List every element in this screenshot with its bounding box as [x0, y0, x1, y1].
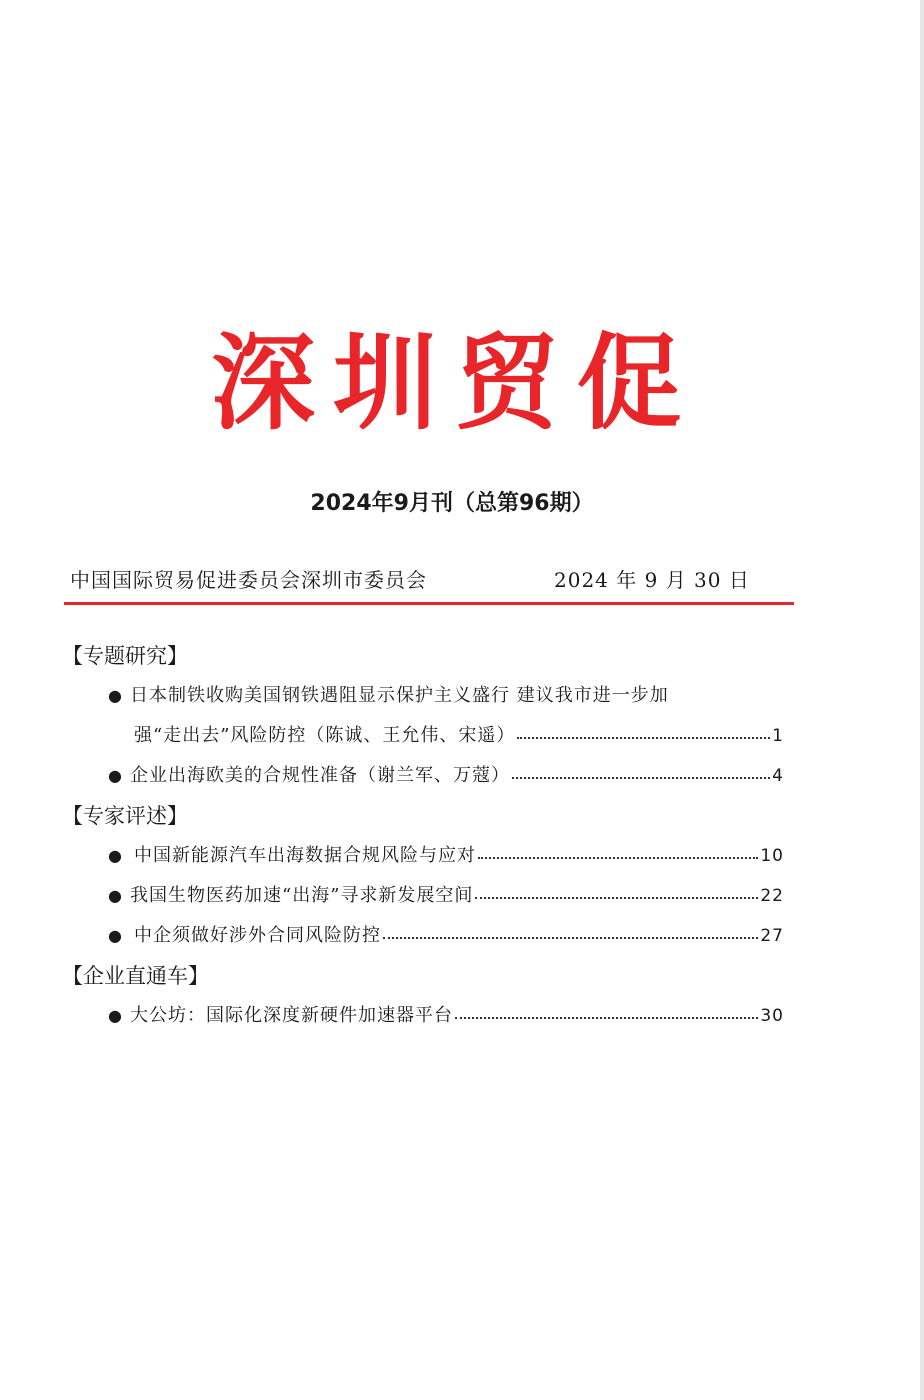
toc-page-number: 30 [760, 1006, 784, 1026]
toc-page-number: 4 [772, 766, 784, 786]
toc-entry-title: 中国新能源汽车出海数据合规风险与应对 [134, 845, 476, 866]
publisher-row [70, 562, 790, 598]
section-heading-enterprise-express: 【企业直通车】 [62, 964, 209, 988]
toc-entry-continuation[interactable] [64, 716, 784, 756]
issue-line: 2024年9月刊（总第96期） [310, 491, 594, 516]
bullet-icon: ● [108, 766, 123, 785]
masthead-title: 深圳贸促 [210, 322, 699, 444]
toc-entry[interactable] [64, 756, 784, 796]
dot-leader [517, 715, 770, 739]
table-of-contents [64, 636, 804, 1036]
bullet-icon: ● [108, 886, 123, 905]
publisher-name: 中国国际贸易促进委员会深圳市委员会 [70, 568, 427, 592]
dot-leader [475, 875, 758, 899]
dot-leader [478, 835, 758, 859]
toc-entry[interactable] [64, 676, 802, 716]
bullet-icon: ● [108, 926, 123, 945]
red-divider [64, 602, 794, 605]
bullet-icon: ● [108, 846, 123, 865]
toc-entry[interactable] [64, 836, 784, 876]
toc-entry[interactable] [64, 996, 784, 1036]
section-heading-expert-review: 【专家评述】 [62, 804, 188, 828]
toc-entry-title: 企业出海欧美的合规性准备（谢兰军、万蔻） [130, 765, 510, 786]
toc-page-number: 10 [760, 846, 784, 866]
toc-entry-title: 强“走出去”风险防控（陈诚、王允伟、宋遥） [134, 725, 516, 746]
toc-entry[interactable] [64, 916, 784, 956]
toc-page-number: 27 [760, 926, 784, 946]
toc-page-number: 1 [772, 726, 784, 746]
toc-entry[interactable] [64, 876, 784, 916]
toc-entry-title: 中企须做好涉外合同风险防控 [134, 925, 381, 946]
toc-page-number: 22 [760, 886, 784, 906]
toc-entry-title: 日本制铁收购美国钢铁遇阻显示保护主义盛行 建议我市进一步加 [130, 685, 669, 706]
bullet-icon: ● [108, 1006, 123, 1025]
section-heading-special-research: 【专题研究】 [62, 644, 188, 668]
bullet-icon: ● [108, 686, 123, 705]
publish-date: 2024 年 9 月 30 日 [554, 568, 750, 592]
dot-leader [512, 755, 770, 779]
toc-entry-title: 大公坊：国际化深度新硬件加速器平台 [130, 1005, 453, 1026]
page-edge [920, 0, 924, 1400]
dot-leader [383, 915, 758, 939]
dot-leader [455, 995, 758, 1019]
toc-entry-title: 我国生物医药加速“出海”寻求新发展空间 [130, 885, 474, 906]
